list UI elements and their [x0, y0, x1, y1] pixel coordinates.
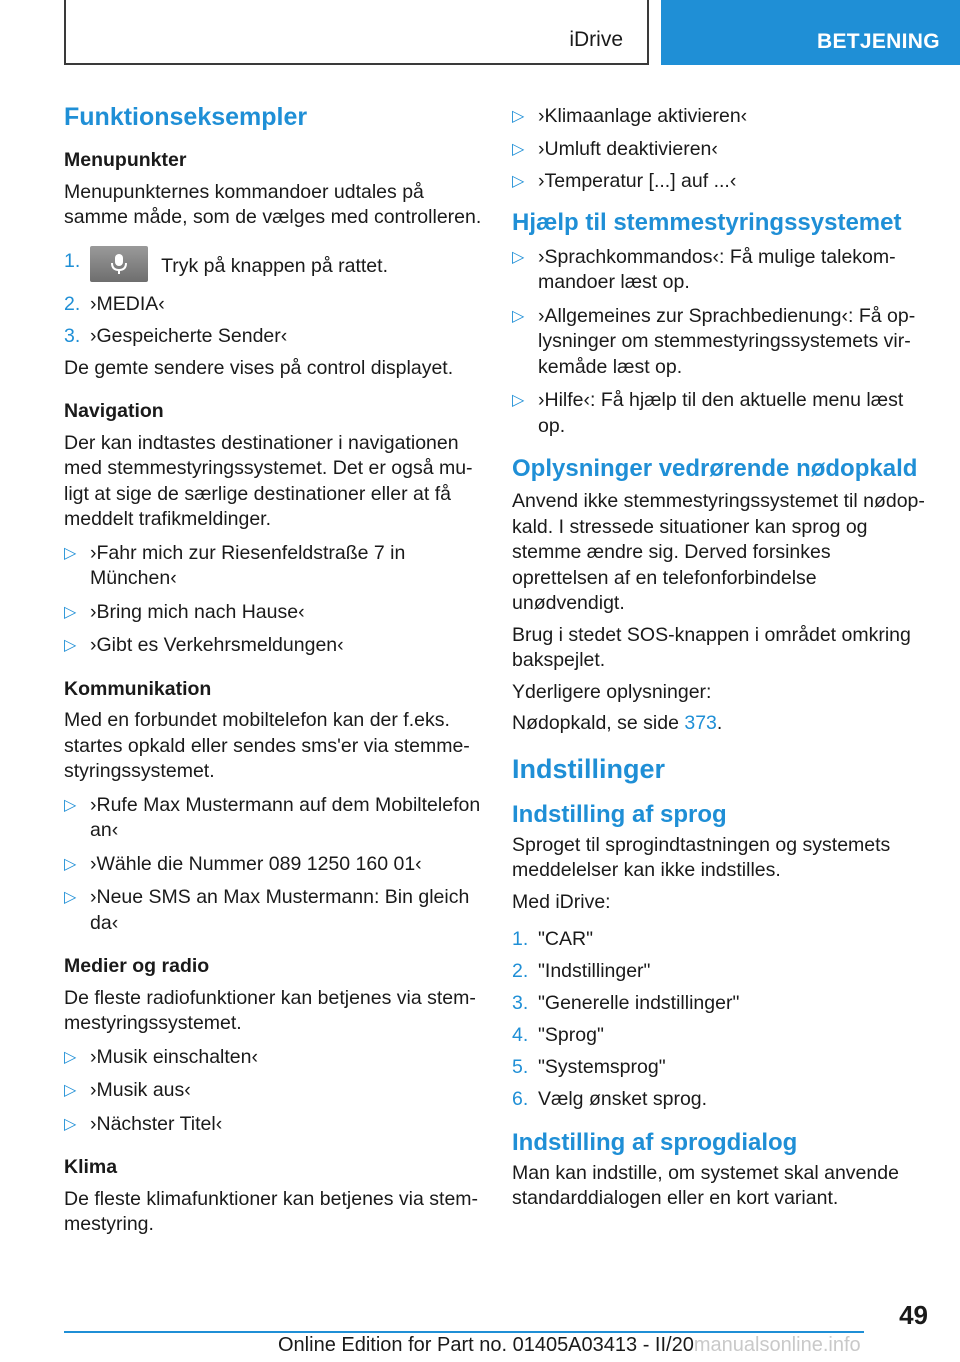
triangle-bullet-icon: ▷	[64, 637, 77, 654]
command-text: ›Rufe Max Mustermann auf dem Mobiltelefon an‹	[90, 793, 481, 841]
list-item	[512, 1023, 932, 1049]
step-number: 5.	[512, 1056, 529, 1078]
steering-mic-button-image	[90, 246, 148, 282]
list-item	[64, 793, 482, 844]
command-text: ›Musik einschalten‹	[90, 1045, 258, 1068]
triangle-bullet-icon: ▷	[64, 1048, 77, 1066]
communication-commands	[64, 793, 482, 937]
emergency-text-3: Yderligere oplysninger:	[512, 680, 712, 703]
climate-commands	[512, 104, 932, 195]
menu-outro: De gemte sendere vises på control displayet.	[64, 356, 454, 379]
help-title: Hjælp til stemmestyringssystemet	[512, 208, 902, 236]
command-text: ›Neue SMS an Max Mustermann: Bin gleich da‹	[90, 886, 470, 934]
climate-heading: Klima	[64, 1156, 118, 1178]
list-item	[512, 991, 932, 1017]
command-text: ›Hilfe‹: Få hjælp til den aktuelle menu læst op.	[538, 389, 904, 437]
watermark-brand: manualsonline.info	[693, 1334, 861, 1356]
dialog-title: Indstilling af sprogdialog	[512, 1128, 798, 1156]
list-item	[64, 885, 482, 936]
triangle-bullet-icon: ▷	[512, 248, 525, 266]
command-text: ›Temperatur [...] auf ...‹	[538, 170, 737, 192]
header-section-box	[64, 0, 649, 65]
step-number: 2.	[512, 960, 529, 982]
step-text: "Indstillinger"	[538, 960, 651, 982]
page-reference-link[interactable]: 373	[684, 712, 717, 734]
left-column	[64, 100, 482, 1238]
settings-title: Indstillinger	[512, 753, 666, 784]
list-item	[512, 959, 932, 985]
header-chapter-label: BETJENING	[817, 30, 940, 53]
list-item	[64, 324, 482, 350]
triangle-bullet-icon: ▷	[64, 889, 77, 906]
command-text: ›Klimaanlage aktivieren‹	[538, 105, 748, 127]
list-item	[64, 1045, 482, 1071]
list-item	[512, 388, 932, 439]
step-number: 1.	[64, 249, 81, 272]
list-item	[64, 541, 482, 592]
navigation-heading: Navigation	[64, 400, 164, 422]
triangle-bullet-icon: ▷	[64, 796, 77, 814]
list-item	[512, 304, 932, 381]
triangle-bullet-icon: ▷	[512, 307, 525, 325]
triangle-bullet-icon: ▷	[512, 173, 525, 190]
list-item	[64, 292, 482, 318]
communication-heading: Kommunikation	[64, 677, 212, 700]
edition-text: Online Edition for Part no. 01405A03413 - II/20	[278, 1334, 694, 1356]
language-lead: Med iDrive:	[512, 890, 611, 913]
reference-text: Nødopkald, se side	[512, 712, 685, 734]
step-number: 3.	[512, 992, 529, 1014]
language-title: Indstilling af sprog	[512, 800, 727, 828]
emergency-title: Oplysninger vedrørende nødopkald	[512, 455, 918, 482]
list-item	[512, 169, 932, 195]
triangle-bullet-icon: ▷	[512, 140, 525, 158]
command-text: ›Fahr mich zur Riesenfeldstraße 7 in München‹	[90, 541, 406, 589]
list-item	[64, 1078, 482, 1104]
navigation-commands	[64, 541, 482, 659]
triangle-bullet-icon: ▷	[64, 544, 77, 562]
command-text: ›Nächster Titel‹	[90, 1112, 223, 1135]
emergency-text-1: Anvend ikke stemmestyringssystemet til nødop-kald. I stressede situationer kan sprog og stemme ændre sig. Derved forsinkes oprettelsen af en telefonforbindelse unødvendigt.	[512, 490, 925, 614]
step-text: Tryk på knappen på rattet.	[161, 254, 388, 277]
command-text: ›Gibt es Verkehrsmeldungen‹	[90, 634, 344, 656]
step-text: ›MEDIA‹	[90, 292, 165, 315]
page-number: 49	[899, 1300, 928, 1330]
microphone-icon	[109, 253, 129, 275]
emergency-text-4	[512, 711, 932, 737]
media-commands	[64, 1045, 482, 1138]
climate-text: De fleste klimafunktioner kan betjenes via stem-mestyring.	[64, 1187, 479, 1235]
list-item	[64, 600, 482, 626]
section-title-examples: Funktionseksempler	[64, 103, 308, 131]
reference-suffix: .	[716, 712, 723, 734]
step-number: 6.	[512, 1088, 529, 1110]
list-item	[64, 1112, 482, 1138]
step-number: 2.	[64, 292, 81, 315]
command-text: ›Sprachkommandos‹: Få mulige talekom-mandoer læst op.	[538, 245, 896, 293]
triangle-bullet-icon: ▷	[64, 603, 77, 621]
footer-rule	[64, 1331, 864, 1333]
language-steps	[512, 927, 932, 1113]
media-heading: Medier og radio	[64, 955, 210, 977]
list-item	[512, 1055, 932, 1081]
command-text: ›Allgemeines zur Sprachbedienung‹: Få op-lysninger om stemmestyringssystemets vir-kemåde læst op.	[538, 304, 916, 378]
list-item	[512, 245, 932, 296]
triangle-bullet-icon: ▷	[64, 855, 77, 873]
step-text: "CAR"	[538, 928, 594, 950]
list-item	[512, 104, 932, 130]
step-text: "Sprog"	[538, 1024, 604, 1046]
right-column	[512, 104, 932, 1212]
list-item	[512, 137, 932, 163]
footer-edition	[278, 1334, 861, 1357]
list-item	[512, 927, 932, 953]
dialog-text: Man kan indstille, om systemet skal anvende standarddialogen eller en kort variant.	[512, 1161, 899, 1209]
triangle-bullet-icon: ▷	[64, 1115, 77, 1133]
help-commands	[512, 245, 932, 440]
menu-intro: Menupunkternes kommandoer udtales på samme måde, som de vælges med controlleren.	[64, 180, 482, 228]
step-number: 4.	[512, 1024, 529, 1046]
command-text: ›Wähle die Nummer 089 1250 160 01‹	[90, 852, 422, 875]
list-item	[64, 633, 482, 659]
command-text: ›Musik aus‹	[90, 1079, 191, 1101]
step-text: ›Gespeicherte Sender‹	[90, 325, 288, 347]
list-item	[64, 852, 482, 878]
step-text: "Systemsprog"	[538, 1056, 666, 1078]
header-section-label: iDrive	[569, 28, 623, 51]
triangle-bullet-icon: ▷	[512, 108, 525, 125]
step-number: 1.	[512, 928, 529, 950]
communication-text: Med en forbundet mobiltelefon kan der f.eks. startes opkald eller sendes sms'er via stemme-styringssystemet.	[64, 709, 470, 782]
header-chapter-tab	[661, 0, 960, 65]
step-text: Vælg ønsket sprog.	[538, 1088, 708, 1110]
command-text: ›Umluft deaktivieren‹	[538, 137, 718, 160]
language-text: Sproget til sprogindtastningen og systemets meddelelser kan ikke indstilles.	[512, 833, 891, 881]
step-number: 3.	[64, 325, 81, 347]
step-text: "Generelle indstillinger"	[538, 992, 740, 1014]
list-item	[64, 249, 482, 285]
list-item	[512, 1087, 932, 1113]
navigation-text: Der kan indtastes destinationer i navigationen med stemmestyringssystemet. Det er også mu-ligt at sige de særlige destinationer eller at få meddelt trafikmeldinger.	[64, 431, 473, 530]
command-text: ›Bring mich nach Hause‹	[90, 600, 305, 623]
media-text: De fleste radiofunktioner kan betjenes via stem-mestyringssystemet.	[64, 986, 476, 1034]
menu-heading: Menupunkter	[64, 149, 187, 171]
triangle-bullet-icon: ▷	[64, 1082, 77, 1099]
triangle-bullet-icon: ▷	[512, 392, 525, 409]
emergency-text-2: Brug i stedet SOS-knappen i området omkring bakspejlet.	[512, 623, 911, 671]
menu-steps	[64, 249, 482, 350]
